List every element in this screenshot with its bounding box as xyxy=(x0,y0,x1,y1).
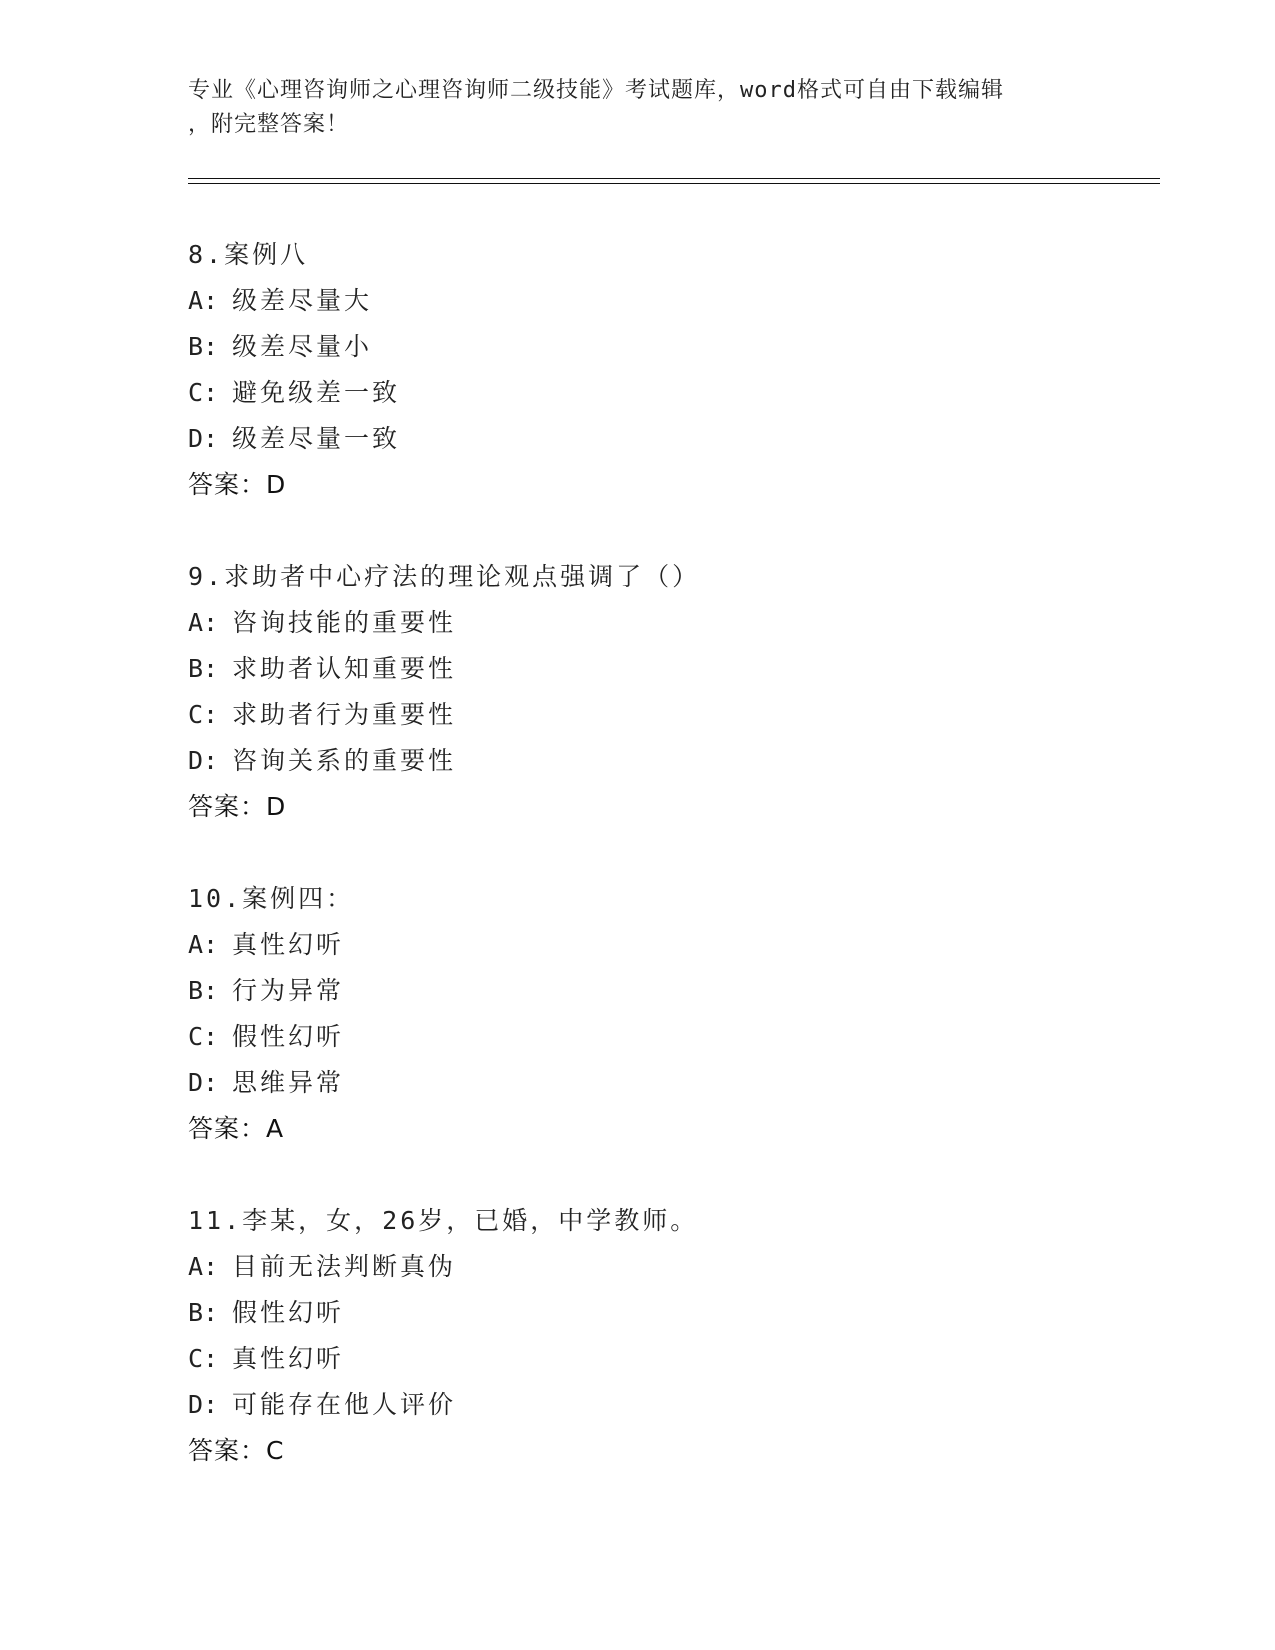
option-d xyxy=(188,738,1148,784)
option-a xyxy=(188,1244,1148,1290)
option-letter: B: xyxy=(188,976,219,1005)
option-text: 假性幻听 xyxy=(232,1298,345,1327)
option-text: 真性幻听 xyxy=(232,930,345,959)
option-letter: D: xyxy=(188,746,219,775)
option-d xyxy=(188,416,1148,462)
option-letter: A: xyxy=(188,1252,219,1281)
question-stem: 9.求助者中心疗法的理论观点强调了（） xyxy=(188,562,701,591)
option-text: 咨询关系的重要性 xyxy=(232,746,457,775)
option-text: 避免级差一致 xyxy=(232,378,401,407)
option-text: 咨询技能的重要性 xyxy=(232,608,457,637)
question-stem: 8.案例八 xyxy=(188,240,309,269)
option-text: 思维异常 xyxy=(232,1068,345,1097)
option-letter: B: xyxy=(188,654,219,683)
question-stem: 11.李某，女，26岁，已婚，中学教师。 xyxy=(188,1206,699,1235)
option-letter: D: xyxy=(188,1390,219,1419)
option-c xyxy=(188,1336,1148,1382)
header-divider-top xyxy=(188,178,1160,179)
document-header xyxy=(188,74,1088,142)
header-line-2: ，附完整答案！ xyxy=(188,112,350,137)
option-a xyxy=(188,922,1148,968)
option-b xyxy=(188,646,1148,692)
option-d xyxy=(188,1060,1148,1106)
answer-line: 答案：D xyxy=(188,792,287,821)
option-d xyxy=(188,1382,1148,1428)
option-letter: C: xyxy=(188,1022,219,1051)
answer-line: 答案：C xyxy=(188,1436,285,1465)
option-c xyxy=(188,370,1148,416)
question-10 xyxy=(188,876,1148,1152)
option-text: 假性幻听 xyxy=(232,1022,345,1051)
option-b xyxy=(188,324,1148,370)
option-letter: C: xyxy=(188,378,219,407)
option-a xyxy=(188,278,1148,324)
option-letter: A: xyxy=(188,930,219,959)
option-letter: D: xyxy=(188,1068,219,1097)
option-letter: B: xyxy=(188,1298,219,1327)
option-letter: C: xyxy=(188,1344,219,1373)
option-letter: A: xyxy=(188,608,219,637)
option-c xyxy=(188,1014,1148,1060)
option-text: 级差尽量一致 xyxy=(232,424,401,453)
option-a xyxy=(188,600,1148,646)
option-b xyxy=(188,968,1148,1014)
option-text: 可能存在他人评价 xyxy=(232,1390,457,1419)
option-text: 级差尽量大 xyxy=(232,286,373,315)
option-text: 级差尽量小 xyxy=(232,332,373,361)
header-divider-bottom xyxy=(188,183,1160,184)
answer-line: 答案：A xyxy=(188,1114,285,1143)
question-stem: 10.案例四： xyxy=(188,884,355,913)
option-letter: B: xyxy=(188,332,219,361)
header-line-1: 专业《心理咨询师之心理咨询师二级技能》考试题库，word格式可自由下载编辑 xyxy=(188,78,1004,103)
question-9 xyxy=(188,554,1148,830)
option-letter: C: xyxy=(188,700,219,729)
option-letter: D: xyxy=(188,424,219,453)
question-list xyxy=(188,232,1148,1520)
answer-line: 答案：D xyxy=(188,470,287,499)
option-c xyxy=(188,692,1148,738)
option-letter: A: xyxy=(188,286,219,315)
option-text: 求助者行为重要性 xyxy=(232,700,457,729)
question-11 xyxy=(188,1198,1148,1474)
question-8 xyxy=(188,232,1148,508)
option-text: 行为异常 xyxy=(232,976,345,1005)
option-text: 求助者认知重要性 xyxy=(232,654,457,683)
option-text: 真性幻听 xyxy=(232,1344,345,1373)
option-b xyxy=(188,1290,1148,1336)
option-text: 目前无法判断真伪 xyxy=(232,1252,457,1281)
